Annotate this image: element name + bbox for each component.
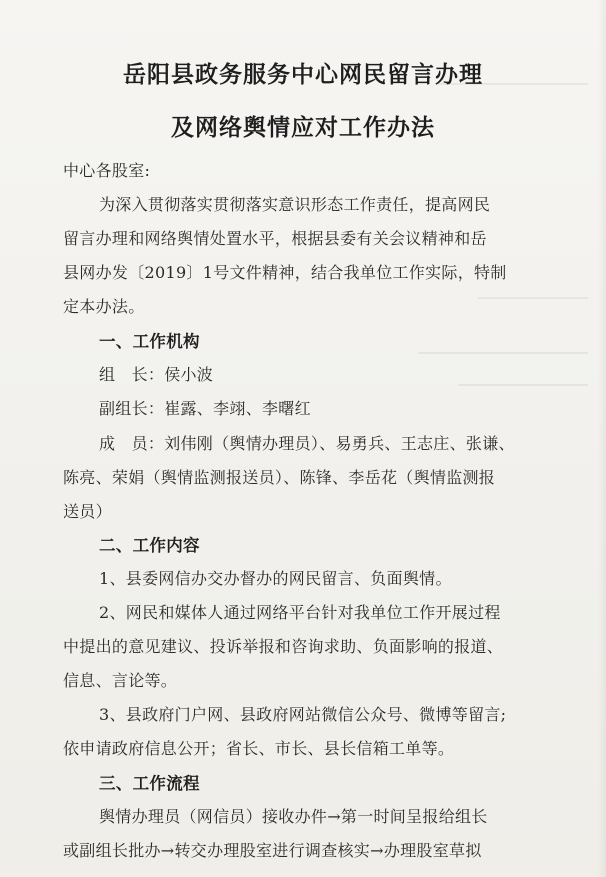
members-line-1: 成 员：刘伟刚（舆情办理员）、易勇兵、王志庄、张谦、 (99, 434, 515, 453)
content-item-2-line-2: 中提出的意见建议、投诉举报和咨询求助、负面影响的报道、 (63, 637, 504, 656)
intro-line-3: 县网办发〔2019〕1号文件精神，结合我单位工作实际，特制 (63, 263, 507, 282)
members-line-3: 送员） (63, 502, 112, 521)
intro-line-4: 定本办法。 (63, 297, 145, 316)
bleed-through-mark (458, 384, 588, 386)
deputy-leader-line: 副组长：崔露、李翊、李曙红 (99, 399, 311, 418)
intro-line-1: 为深入贯彻落实贯彻落实意识形态工作责任，提高网民 (99, 195, 491, 214)
document-title-line-1: 岳阳县政务服务中心网民留言办理 (123, 61, 483, 88)
section-1-heading: 一、工作机构 (99, 332, 200, 351)
bleed-through-mark (478, 297, 588, 299)
content-item-3-line-1: 3、县政府门户网、县政府网站微信公众号、微博等留言; (99, 705, 507, 724)
workflow-line-1: 舆情办理员（网信员）接收办件→第一时间呈报给组长 (99, 807, 488, 826)
bleed-through-mark (438, 83, 588, 85)
document-title-line-2: 及网络舆情应对工作办法 (171, 114, 435, 141)
greeting: 中心各股室: (63, 161, 151, 180)
content-item-2-line-3: 信息、言论等。 (63, 671, 178, 690)
members-line-2: 陈亮、荣娟（舆情监测报送员）、陈锋、李岳花（舆情监测报 (63, 468, 496, 487)
intro-line-2: 留言办理和网络舆情处置水平，根据县委有关会议精神和岳 (63, 229, 487, 248)
bleed-through-mark (418, 352, 588, 354)
content-item-1: 1、县委网信办交办督办的网民留言、负面舆情。 (99, 569, 452, 588)
content-item-2-line-1: 2、网民和媒体人通过网络平台针对我单位工作开展过程 (99, 603, 501, 622)
section-2-heading: 二、工作内容 (99, 536, 200, 555)
workflow-line-2: 或副组长批办→转交办理股室进行调查核实→办理股室草拟 (63, 841, 482, 860)
content-item-3-line-2: 依申请政府信息公开；省长、市长、县长信箱工单等。 (63, 739, 455, 758)
leader-line: 组 长：侯小波 (99, 365, 214, 384)
section-3-heading: 三、工作流程 (99, 774, 200, 793)
